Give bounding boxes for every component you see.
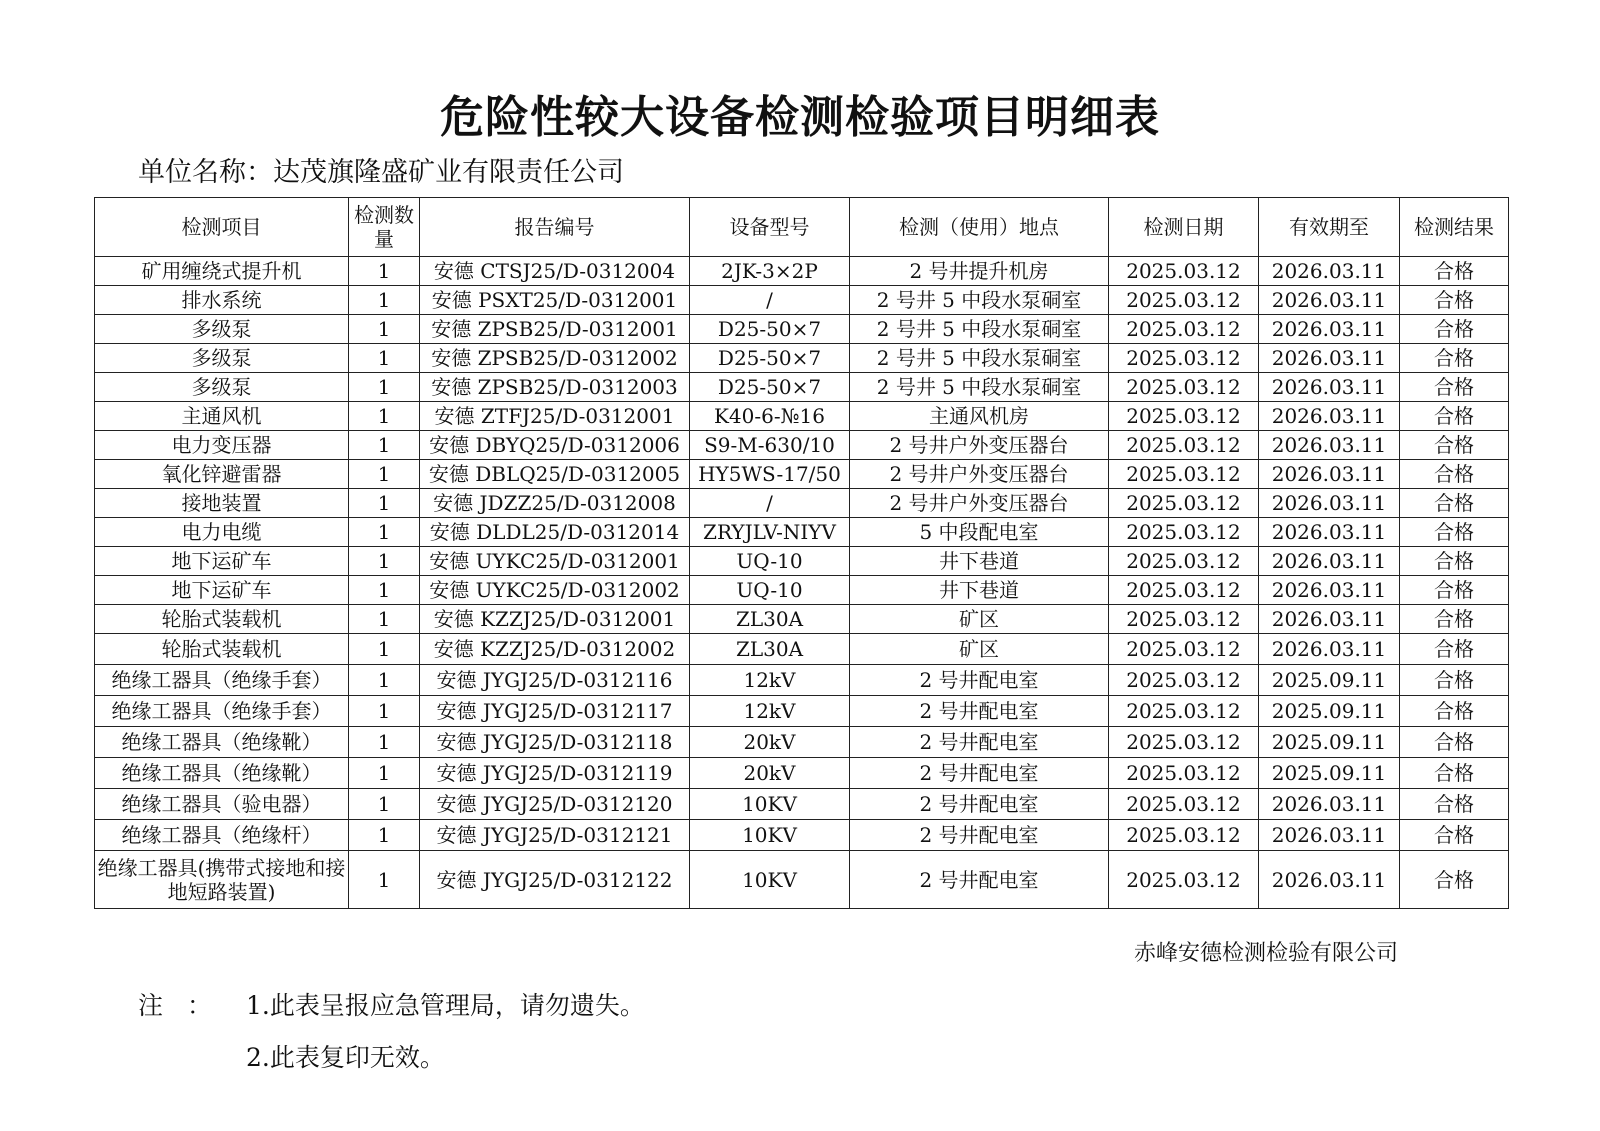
location-cell: 2 号井配电室 — [850, 851, 1109, 909]
header-row — [95, 198, 1509, 257]
location-cell: 2 号井户外变压器台 — [850, 460, 1109, 489]
test-date-cell: 2025.03.12 — [1109, 489, 1259, 518]
result-cell: 合格 — [1400, 460, 1509, 489]
result-cell: 合格 — [1400, 344, 1509, 373]
quantity-cell: 1 — [349, 820, 420, 851]
valid-until-cell: 2026.03.11 — [1259, 851, 1400, 909]
quantity-cell: 1 — [349, 789, 420, 820]
valid-until-cell: 2025.09.11 — [1259, 758, 1400, 789]
model-cell: / — [690, 286, 850, 315]
quantity-cell: 1 — [349, 315, 420, 344]
report-number-cell: 安德 ZPSB25/D-0312003 — [420, 373, 690, 402]
location-cell: 2 号井 5 中段水泵硐室 — [850, 344, 1109, 373]
report-number-cell: 安德 ZPSB25/D-0312001 — [420, 315, 690, 344]
result-cell: 合格 — [1400, 315, 1509, 344]
column-header: 检测项目 — [95, 198, 349, 257]
issuing-company: 赤峰安德检测检验有限公司 — [1134, 941, 1399, 966]
table-row — [95, 820, 1509, 851]
valid-until-cell: 2025.09.11 — [1259, 727, 1400, 758]
table-row — [95, 547, 1509, 576]
unit-name: 单位名称：达茂旗隆盛矿业有限责任公司 — [138, 157, 624, 188]
table-row — [95, 789, 1509, 820]
model-cell: 10KV — [690, 851, 850, 909]
location-cell: 2 号井配电室 — [850, 820, 1109, 851]
test-date-cell: 2025.03.12 — [1109, 518, 1259, 547]
item-name-cell: 排水系统 — [95, 286, 349, 315]
quantity-cell: 1 — [349, 431, 420, 460]
model-cell: S9-M-630/10 — [690, 431, 850, 460]
table-row — [95, 665, 1509, 696]
note-item: 1.此表呈报应急管理局，请勿遗失。 — [246, 991, 645, 1020]
model-cell: 10KV — [690, 820, 850, 851]
quantity-cell: 1 — [349, 489, 420, 518]
location-cell: 2 号井提升机房 — [850, 257, 1109, 286]
column-header: 设备型号 — [690, 198, 850, 257]
report-number-cell: 安德 JYGJ25/D-0312117 — [420, 696, 690, 727]
model-cell: 10KV — [690, 789, 850, 820]
result-cell: 合格 — [1400, 605, 1509, 634]
item-name-cell: 轮胎式装载机 — [95, 634, 349, 665]
table-row — [95, 431, 1509, 460]
quantity-cell: 1 — [349, 576, 420, 605]
table-row — [95, 851, 1509, 909]
model-cell: K40-6-№16 — [690, 402, 850, 431]
result-cell: 合格 — [1400, 373, 1509, 402]
valid-until-cell: 2026.03.11 — [1259, 344, 1400, 373]
table-body — [95, 257, 1509, 909]
quantity-cell: 1 — [349, 851, 420, 909]
test-date-cell: 2025.03.12 — [1109, 820, 1259, 851]
table-row — [95, 576, 1509, 605]
quantity-cell: 1 — [349, 758, 420, 789]
test-date-cell: 2025.03.12 — [1109, 257, 1259, 286]
report-number-cell: 安德 KZZJ25/D-0312002 — [420, 634, 690, 665]
valid-until-cell: 2026.03.11 — [1259, 547, 1400, 576]
model-cell: HY5WS-17/50 — [690, 460, 850, 489]
valid-until-cell: 2026.03.11 — [1259, 518, 1400, 547]
location-cell: 矿区 — [850, 634, 1109, 665]
location-cell: 5 中段配电室 — [850, 518, 1109, 547]
report-number-cell: 安德 JYGJ25/D-0312120 — [420, 789, 690, 820]
test-date-cell: 2025.03.12 — [1109, 460, 1259, 489]
table-row — [95, 605, 1509, 634]
table-row — [95, 696, 1509, 727]
test-date-cell: 2025.03.12 — [1109, 696, 1259, 727]
model-cell: D25-50×7 — [690, 373, 850, 402]
location-cell: 2 号井配电室 — [850, 665, 1109, 696]
test-date-cell: 2025.03.12 — [1109, 547, 1259, 576]
model-cell: ZRYJLV-NIYV — [690, 518, 850, 547]
item-name-cell: 氧化锌避雷器 — [95, 460, 349, 489]
test-date-cell: 2025.03.12 — [1109, 851, 1259, 909]
test-date-cell: 2025.03.12 — [1109, 634, 1259, 665]
notes-label: 注 ： — [138, 991, 220, 1020]
result-cell: 合格 — [1400, 820, 1509, 851]
test-date-cell: 2025.03.12 — [1109, 576, 1259, 605]
location-cell: 2 号井 5 中段水泵硐室 — [850, 373, 1109, 402]
table-row — [95, 373, 1509, 402]
item-name-cell: 绝缘工器具(携带式接地和接地短路装置) — [95, 851, 349, 909]
report-number-cell: 安德 JYGJ25/D-0312118 — [420, 727, 690, 758]
table-row — [95, 727, 1509, 758]
item-name-cell: 绝缘工器具（绝缘杆） — [95, 820, 349, 851]
quantity-cell: 1 — [349, 402, 420, 431]
report-number-cell: 安德 DLDL25/D-0312014 — [420, 518, 690, 547]
report-number-cell: 安德 UYKC25/D-0312001 — [420, 547, 690, 576]
test-date-cell: 2025.03.12 — [1109, 758, 1259, 789]
note-item: 2.此表复印无效。 — [246, 1043, 445, 1072]
report-number-cell: 安德 JYGJ25/D-0312119 — [420, 758, 690, 789]
quantity-cell: 1 — [349, 257, 420, 286]
result-cell: 合格 — [1400, 402, 1509, 431]
valid-until-cell: 2026.03.11 — [1259, 286, 1400, 315]
location-cell: 主通风机房 — [850, 402, 1109, 431]
model-cell: 20kV — [690, 758, 850, 789]
report-number-cell: 安德 DBLQ25/D-0312005 — [420, 460, 690, 489]
quantity-cell: 1 — [349, 634, 420, 665]
item-name-cell: 接地装置 — [95, 489, 349, 518]
report-number-cell: 安德 JYGJ25/D-0312122 — [420, 851, 690, 909]
model-cell: D25-50×7 — [690, 315, 850, 344]
quantity-cell: 1 — [349, 460, 420, 489]
test-date-cell: 2025.03.12 — [1109, 286, 1259, 315]
test-date-cell: 2025.03.12 — [1109, 727, 1259, 758]
result-cell: 合格 — [1400, 576, 1509, 605]
quantity-cell: 1 — [349, 665, 420, 696]
item-name-cell: 绝缘工器具（验电器） — [95, 789, 349, 820]
report-number-cell: 安德 CTSJ25/D-0312004 — [420, 257, 690, 286]
table-row — [95, 402, 1509, 431]
report-number-cell: 安德 JDZZ25/D-0312008 — [420, 489, 690, 518]
test-date-cell: 2025.03.12 — [1109, 665, 1259, 696]
result-cell: 合格 — [1400, 727, 1509, 758]
item-name-cell: 绝缘工器具（绝缘手套） — [95, 665, 349, 696]
inspection-table — [94, 197, 1509, 909]
item-name-cell: 绝缘工器具（绝缘靴） — [95, 758, 349, 789]
quantity-cell: 1 — [349, 344, 420, 373]
column-header: 检测（使用）地点 — [850, 198, 1109, 257]
report-number-cell: 安德 UYKC25/D-0312002 — [420, 576, 690, 605]
model-cell: 20kV — [690, 727, 850, 758]
location-cell: 井下巷道 — [850, 547, 1109, 576]
item-name-cell: 多级泵 — [95, 373, 349, 402]
valid-until-cell: 2026.03.11 — [1259, 789, 1400, 820]
item-name-cell: 绝缘工器具（绝缘靴） — [95, 727, 349, 758]
valid-until-cell: 2026.03.11 — [1259, 605, 1400, 634]
location-cell: 井下巷道 — [850, 576, 1109, 605]
result-cell: 合格 — [1400, 489, 1509, 518]
quantity-cell: 1 — [349, 727, 420, 758]
valid-until-cell: 2025.09.11 — [1259, 696, 1400, 727]
test-date-cell: 2025.03.12 — [1109, 789, 1259, 820]
valid-until-cell: 2026.03.11 — [1259, 576, 1400, 605]
quantity-cell: 1 — [349, 547, 420, 576]
report-number-cell: 安德 JYGJ25/D-0312116 — [420, 665, 690, 696]
result-cell: 合格 — [1400, 696, 1509, 727]
table-row — [95, 460, 1509, 489]
table-row — [95, 634, 1509, 665]
valid-until-cell: 2026.03.11 — [1259, 460, 1400, 489]
page-title: 危险性较大设备检测检验项目明细表 — [440, 92, 1160, 143]
item-name-cell: 矿用缠绕式提升机 — [95, 257, 349, 286]
item-name-cell: 电力变压器 — [95, 431, 349, 460]
table-header — [95, 198, 1509, 257]
location-cell: 2 号井 5 中段水泵硐室 — [850, 315, 1109, 344]
test-date-cell: 2025.03.12 — [1109, 344, 1259, 373]
model-cell: ZL30A — [690, 605, 850, 634]
quantity-cell: 1 — [349, 696, 420, 727]
column-header: 检测数量 — [349, 198, 420, 257]
item-name-cell: 绝缘工器具（绝缘手套） — [95, 696, 349, 727]
location-cell: 2 号井配电室 — [850, 696, 1109, 727]
valid-until-cell: 2026.03.11 — [1259, 634, 1400, 665]
column-header: 报告编号 — [420, 198, 690, 257]
result-cell: 合格 — [1400, 665, 1509, 696]
quantity-cell: 1 — [349, 373, 420, 402]
location-cell: 2 号井户外变压器台 — [850, 431, 1109, 460]
table-row — [95, 489, 1509, 518]
location-cell: 矿区 — [850, 605, 1109, 634]
location-cell: 2 号井户外变压器台 — [850, 489, 1109, 518]
model-cell: 12kV — [690, 696, 850, 727]
model-cell: UQ-10 — [690, 576, 850, 605]
result-cell: 合格 — [1400, 547, 1509, 576]
result-cell: 合格 — [1400, 286, 1509, 315]
test-date-cell: 2025.03.12 — [1109, 315, 1259, 344]
model-cell: 12kV — [690, 665, 850, 696]
test-date-cell: 2025.03.12 — [1109, 402, 1259, 431]
model-cell: 2JK-3×2P — [690, 257, 850, 286]
location-cell: 2 号井配电室 — [850, 758, 1109, 789]
location-cell: 2 号井 5 中段水泵硐室 — [850, 286, 1109, 315]
location-cell: 2 号井配电室 — [850, 789, 1109, 820]
valid-until-cell: 2026.03.11 — [1259, 315, 1400, 344]
quantity-cell: 1 — [349, 286, 420, 315]
quantity-cell: 1 — [349, 605, 420, 634]
valid-until-cell: 2026.03.11 — [1259, 373, 1400, 402]
test-date-cell: 2025.03.12 — [1109, 605, 1259, 634]
test-date-cell: 2025.03.12 — [1109, 373, 1259, 402]
model-cell: ZL30A — [690, 634, 850, 665]
table-row — [95, 257, 1509, 286]
item-name-cell: 电力电缆 — [95, 518, 349, 547]
item-name-cell: 轮胎式装载机 — [95, 605, 349, 634]
table-row — [95, 315, 1509, 344]
quantity-cell: 1 — [349, 518, 420, 547]
model-cell: D25-50×7 — [690, 344, 850, 373]
item-name-cell: 多级泵 — [95, 344, 349, 373]
report-number-cell: 安德 ZPSB25/D-0312002 — [420, 344, 690, 373]
valid-until-cell: 2026.03.11 — [1259, 489, 1400, 518]
report-number-cell: 安德 PSXT25/D-0312001 — [420, 286, 690, 315]
item-name-cell: 多级泵 — [95, 315, 349, 344]
table-row — [95, 518, 1509, 547]
valid-until-cell: 2026.03.11 — [1259, 431, 1400, 460]
result-cell: 合格 — [1400, 634, 1509, 665]
item-name-cell: 主通风机 — [95, 402, 349, 431]
location-cell: 2 号井配电室 — [850, 727, 1109, 758]
result-cell: 合格 — [1400, 257, 1509, 286]
table-row — [95, 344, 1509, 373]
result-cell: 合格 — [1400, 518, 1509, 547]
valid-until-cell: 2026.03.11 — [1259, 257, 1400, 286]
item-name-cell: 地下运矿车 — [95, 547, 349, 576]
result-cell: 合格 — [1400, 758, 1509, 789]
result-cell: 合格 — [1400, 431, 1509, 460]
valid-until-cell: 2026.03.11 — [1259, 402, 1400, 431]
result-cell: 合格 — [1400, 851, 1509, 909]
report-number-cell: 安德 DBYQ25/D-0312006 — [420, 431, 690, 460]
result-cell: 合格 — [1400, 789, 1509, 820]
column-header: 检测日期 — [1109, 198, 1259, 257]
report-number-cell: 安德 JYGJ25/D-0312121 — [420, 820, 690, 851]
column-header: 有效期至 — [1259, 198, 1400, 257]
column-header: 检测结果 — [1400, 198, 1509, 257]
valid-until-cell: 2026.03.11 — [1259, 820, 1400, 851]
table-row — [95, 286, 1509, 315]
model-cell: UQ-10 — [690, 547, 850, 576]
report-number-cell: 安德 ZTFJ25/D-0312001 — [420, 402, 690, 431]
valid-until-cell: 2025.09.11 — [1259, 665, 1400, 696]
item-name-cell: 地下运矿车 — [95, 576, 349, 605]
model-cell: / — [690, 489, 850, 518]
test-date-cell: 2025.03.12 — [1109, 431, 1259, 460]
table-row — [95, 758, 1509, 789]
report-number-cell: 安德 KZZJ25/D-0312001 — [420, 605, 690, 634]
